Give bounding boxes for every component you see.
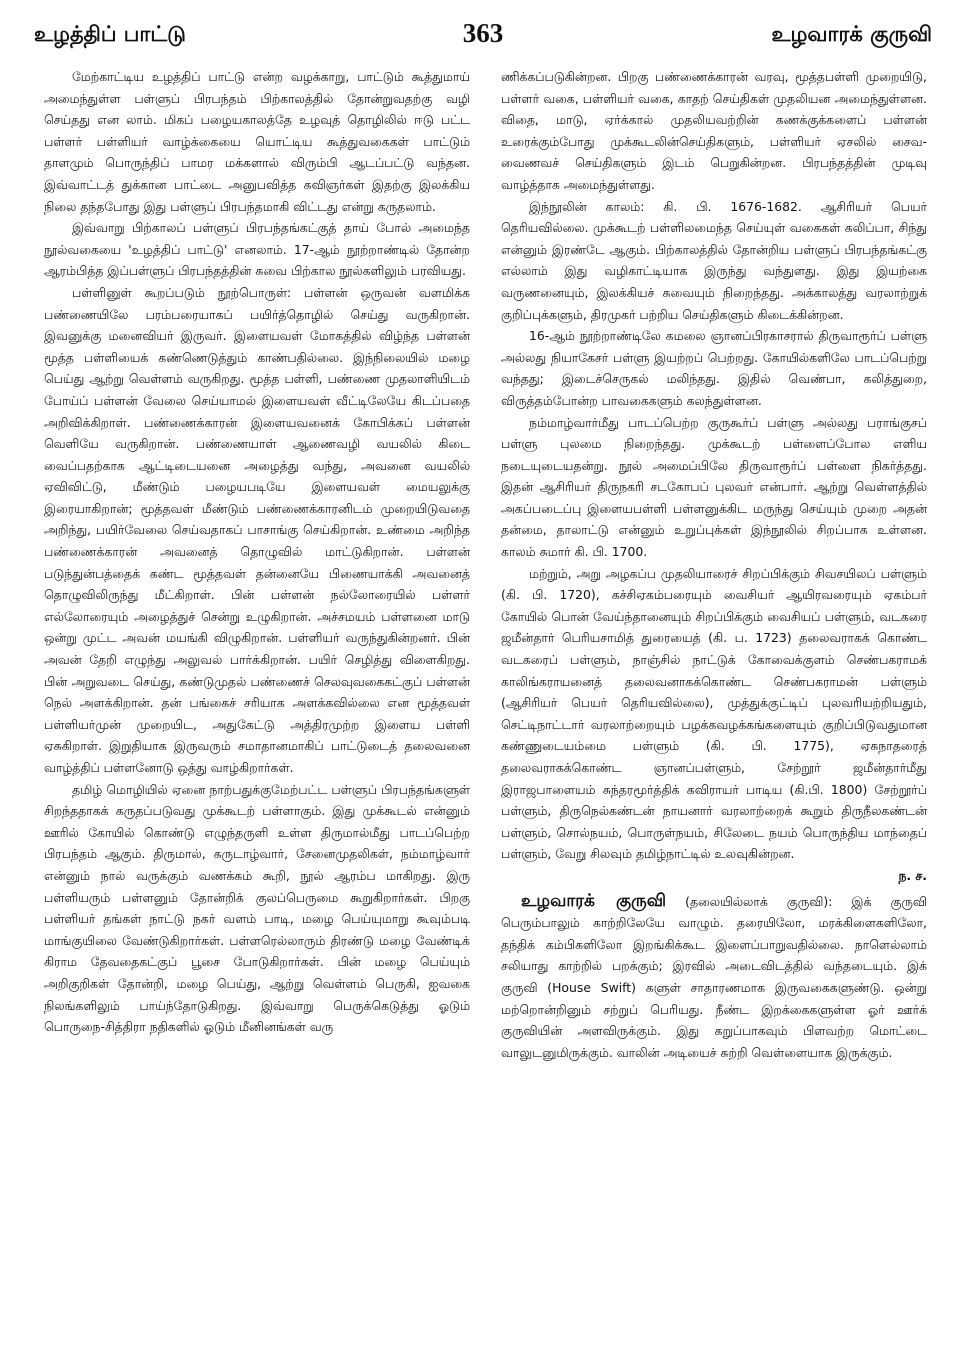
entry-headword: உழவாரக் குருவி <box>521 890 667 911</box>
paragraph: மேற்காட்டிய உழத்திப் பாட்டு என்ற வழக்காறு, பாட்டும் கூத்துமாய் அமைந்துள்ள பள்ளுப் பிரபந்தம் பிற்காலத்தில் தோன்றுவதற்கு வழி செய்தது என லாம். மிகப் பழையகாலத்தே உழவுத் தொழிலில் ஈடு பட்ட பள்ளர் பள்ளியர் வாழ்க்கையை யொட்டிய கூத்துவகைகள் பாட்டும் தாளமும் பொருந்திப் பாமர மக்களால் விரும்பி ஆடப்பட்டு வந்தன. இவ்வாட்டத் துக்கான பாட்டை அனுபவித்த கவிஞர்கள் இதற்கு இலக்கிய நிலை தந்தபோது இது பள்ளுப் பிரபந்தமாகி விட்டது என்று கருதலாம். <box>44 69 470 214</box>
paragraph: மற்றும், அறு அழகப்ப முதலியாரைச் சிறப்பிக்கும் சிவசயிலப் பள்ளும் (கி. பி. 1720), கச்சிஏகம்பரையும் வைசியர் ஆயிரவரையும் ஏகம்பர் கோயில் பொன் வேய்ந்தானையும் சிறப்பிக்கும் வைசியப் பள்ளும், வடகரை ஜமீன்தார் பெரியசாமித் துரையைத் (கி. ப. 1723) தலைவராகக் கொண்ட வடகரைப் பள்ளும், நாஞ்சில் நாட்டுக் கோவைக்குளம் செண்பகராமக் காலிங்கராயனைத் தலைவனாகக்கொண்ட செண்பகராமன் பள்ளும் (ஆசிரியர் பெயர் தெரியவில்லை), முத்துக்குட்டிப் புலவரியற்றியதும், செட்டிநாட்டார் வரலாற்றையும் பழக்கவழக்கங்களையும் குறிப்பிடுவதுமான கண்ணுடையம்மை பள்ளும் (கி. பி. 1775), ஏசுநாதரைத் தலைவராகக்கொண்ட ஞானப்பள்ளும், சேற்றூர் ஜமீன்தார்மீது இராஜபாளையம் சுந்தரமூர்த்திக் கவிராயர் பாடிய (கி.பி. 1800) சேற்றூர்ப் பள்ளும், திருநெல்கண்டன் நாயனார் வரலாற்றைக் கூறும் திருநீலகண்டன் பள்ளும், சொல்நயம், பொருள்நயம், சிலேடை நயம் பொருந்திய மாந்தைப் பள்ளும், வேறு சிலவும் தமிழ்நாட்டில் உலவுகின்றன. <box>501 565 927 862</box>
page-header <box>34 14 932 62</box>
entry-text: இக் குருவி பெரும்பாலும் காற்றிலேயே வாழும். தரையிலோ, மரக்கிளைகளிலோ, தந்திக் கம்பிகளிலோ இறங்கிக்கூட இளைப்பாறுவதில்லை. நாளெல்லாம் சலியாது காற்றில் பறக்கும்; இரவில் அடைவிடத்தில் வந்தடையும். இக் குருவி (House Swift) களுள் சாதாரணமாக இருவகைகளுண்டு. ஒன்று மற்றொன்றினும் சற்றுப் பெரியது. நீண்ட இறக்கைகளுள்ள ஓர் ஊர்க் குருவியின் அளவிருக்கும். இது கறுப்பாகவும் பிளவற்ற மொட்டை வாலுடனுமிருக்கும். வாலின் அடியைச் சுற்றி வெள்ளையாக இருக்கும். <box>501 893 927 1060</box>
left-column <box>44 66 470 1356</box>
running-head-right: உழவாரக் குருவி <box>771 22 932 46</box>
paragraph: நம்மாழ்வார்மீது பாடப்பெற்ற குருகூர்ப் பள்ளு அல்லது பராங்குசப் பள்ளு புலமை நிறைந்தது. முக்கூடற் பள்ளைப்போல எளிய நடையுடையதன்று. நூல் அமைப்பிலே திருவாரூர்ப் பள்ளை நிகர்த்தது. இதன் ஆசிரியர் திருநகரி சடகோபப் புலவர் என்பார். ஆற்று வெள்ளத்தில் அகப்படைப்பு இளையபள்ளி பள்ளனுக்கிட மருந்து செய்யும் முறை அதன் தன்மை, தாலாட்டு என்னும் உறுப்புக்கள் இந்நூலில் சிறப்பாக உள்ளன. காலம் சுமார் கி. பி. 1700. <box>501 414 927 560</box>
right-column <box>501 66 927 1356</box>
paragraph: இவ்வாறு பிற்காலப் பள்ளுப் பிரபந்தங்கட்குத் தாய் போல் அமைந்த நூல்வகையை 'உழத்திப் பாட்டு' எனலாம். 17-ஆம் நூற்றாண்டில் தோன்ற ஆரம்பித்த இப்பள்ளுப் பிரபந்தத்தின் சுவை பிற்கால நூல்களிலும் பரவியது. <box>44 220 470 279</box>
paragraph: 16-ஆம் நூற்றாண்டிலே கமலை ஞானப்பிரகாசரால் திருவாரூர்ப் பள்ளு அல்லது நியாகேசர் பள்ளு இயற்றப் பெற்றது. கோயில்களிலே பாடப்பெற்று வந்தது; இடைச்செருகல் மலிந்தது. இதில் வெண்பா, கலித்துறை, விருத்தம்போன்ற பாவகைகளும் கலந்துள்ளன. <box>501 328 927 408</box>
paragraph: இந்நூலின் காலம்: கி. பி. 1676-1682. ஆசிரியர் பெயர் தெரியவில்லை. முக்கூடற் பள்ளிலமைந்த செய்யுள் வகைகள் கலிப்பா, சிந்து என்னும் இரண்டே ஆகும். பிற்காலத்தில் தோன்றிய பள்ளுப் பிரபந்தங்கட்கு எல்லாம் இது வழிகாட்டியாக இருந்து வந்துளது. இது இயற்கை வருணனையும், இலக்கியச் சுவையும் நிறைந்தது. அக்காலத்து வரலாற்றுக் குறிப்புக்களும், திரமுகர் பற்றிய செய்திகளும் கிடைக்கின்றன. <box>501 198 927 322</box>
paragraph: தமிழ் மொழியில் ஏனை நாற்பதுக்குமேற்பட்ட பள்ளுப் பிரபந்தங்களுள் சிறந்ததாகக் கருதப்படுவது முக்கூடற் பள்ளாகும். இது முக்கூடல் என்னும் ஊரில் கோயில் கொண்டு எழுந்தருளி உள்ள திருமால்மீது பாடப்பெற்ற பிரபந்தம் ஆகும். திருமால், கருடாழ்வார், சேனைமுதலிகள், நம்மாழ்வார் என்னும் நால் வருக்கும் வணக்கம் கூறி, நூல் ஆரம்ப மாகிறது. இரு பள்ளியரும் பள்ளனும் தோன்றிக் குலப்பெருமை கூறுகிறார்கள். பிறகு பள்ளியர் தங்கள் நாட்டு நகர் வளம் பாடி, மழை பெய்யுமாறு கூவும்படி மாங்குயிலை வேண்டுகிறார்கள். பள்ளரெல்லாரும் திரண்டு மழை வேண்டிக் கிராம தேவதைகட்குப் பூசை போடுகிறார்கள். பின் மழை பெய்யும் அறிகுறிகள் தோன்றி, மழை பெய்து, ஆற்று வெள்ளம் பெருகி, ஐவகை நிலங்களிலும் பாய்ந்தோடுகிறது. இவ்வாறு பெருக்கெடுத்து ஓடும் பொருநை-சித்திரா நதிகளில் ஓடும் மீனினங்கள் வரு <box>44 781 470 1035</box>
running-head-left: உழத்திப் பாட்டு <box>34 22 186 46</box>
entry <box>501 891 927 1064</box>
paragraph: பள்ளினுள் கூறப்படும் நூற்பொருள்: பள்ளன் ஒருவன் வளமிக்க பண்ணையிலே பரம்பரையாகப் பயிர்த்தொழில் செய்து வருகிறான். இவனுக்கு மனைவியர் இருவர். இளையவள் மோகத்தில் விழ்ந்த பள்ளன் மூத்த பள்ளியைக் கண்ணெடுத்தும் காண்பதில்லை. இந்நிலையில் மழை பெய்து ஆற்று வெள்ளம் வருகிறது. மூத்த பள்ளி, பண்ணை முதலாளியிடம் போய்ப் பள்ளன் வேலை செய்யாமல் இளையவள் வீட்டிலேயே கிடப்பதை அறிவிக்கிறாள். பண்ணைக்காரன் இளையவனைக் கோபிக்கப் பள்ளன் வெளியே வருகிறான். பண்ணையாள் ஆணைவழி வயலில் கிடை வைப்பதற்காக ஆட்டிடையனை அழைத்து வந்து, அவனை வயலில் ஏவிவிட்டு, மீண்டும் பழையபடியே இளையவள் மையலுக்கு இரையாகிறான்; மூத்தவள் மீண்டும் பண்ணைக்காரனிடம் முறையிடுவதை அறிந்து, பயிர்வேலை செய்வதாகப் பாசாங்கு செய்கிறான். உண்மை அறிந்த பண்ணைக்காரன் அவனைத் தொழுவில் மாட்டுகிறான். பள்ளன் படுந்துன்பத்தைக் கண்ட மூத்தவள் தன்னையே பிணையாக்கி அவனைத் தொழுவிலிருந்து மீட்கிறாள். பின் பள்ளன் நல்லோரையில் பள்ளர் எல்லோரையும் அழைத்துச் சென்று உழுகிறான். அச்சமயம் பள்ளனை மாடு ஒன்று முட்ட அவன் மயங்கி விழுகிறான். பள்ளியர் வருந்துகின்றனர். பின் அவன் தேறி எழுந்து அலுவல் பார்க்கிறான். பயிர் செழித்து விளைகிறது. பின் அறுவடை செய்து, கண்டுமுதல் பண்ணைச் செலவுவகைகட்குப் பள்ளன் நெல் அளக்கிறான். தன் பங்கைச் சரியாக அளக்கவில்லை என மூத்தவள் பள்ளியர்முன் முறையிட, அதுகேட்டு அத்திரமுற்ற இளைய பள்ளி ஏசுகிறாள். இறுதியாக இருவரும் சமாதானமாகிப் பாட்டுடைத் தலைவனை வாழ்த்திப் பள்ளனோடு ஒத்து வாழ்கிறார்கள். <box>44 284 470 775</box>
page-number: 363 <box>462 18 504 48</box>
paragraph: ணிக்கப்படுகின்றன. பிறகு பண்ணைக்காரன் வரவு, மூத்தபள்ளி முறையிடு, பள்ளர் வகை, பள்ளியர் வகை, காதற் செய்திகள் முதலியன அமைந்துள்ளன. விதை, மாடு, ஏர்க்கால் முதலியவற்றின் கணக்குக்களைப் பள்ளன் உரைக்கும்போது முக்கூடலின்செய்திகளும், பள்ளியர் ஏசலில் சைவ-வைணவச் செய்திகளும் இடம் பெறுகின்றன. பிரபந்தத்தின் முடிவு வாழ்த்தாக அமைந்துள்ளது. <box>501 69 927 192</box>
author-initials: ந. ச. <box>898 867 927 883</box>
entry-subtitle: (தலையில்லாக் குருவி): <box>685 893 833 909</box>
